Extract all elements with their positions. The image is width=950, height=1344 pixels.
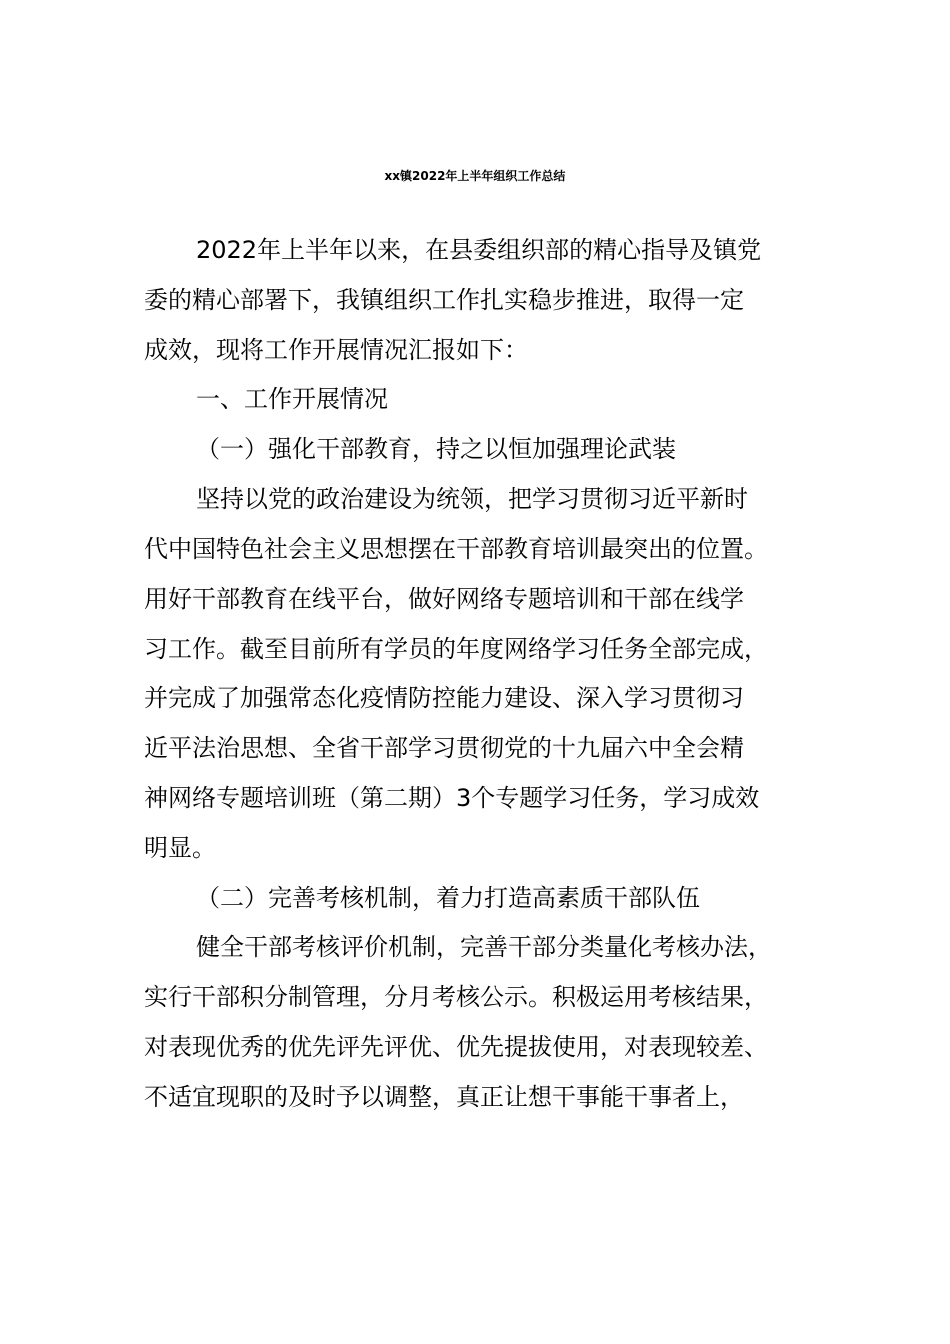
paragraph-line: 代中国特色社会主义思想摆在干部教育培训最突出的位置。	[144, 535, 768, 563]
paragraph-line: 委的精心部署下，我镇组织工作扎实稳步推进，取得一定	[144, 286, 744, 314]
paragraph-line: 不适宜现职的及时予以调整，真正让想干事能干事者上，	[144, 1083, 744, 1111]
paragraph-line: 实行干部积分制管理，分月考核公示。积极运用考核结果，	[144, 983, 768, 1011]
paragraph-line: 并完成了加强常态化疫情防控能力建设、深入学习贯彻习	[144, 684, 744, 712]
paragraph-line: 神网络专题培训班（第二期）3个专题学习任务，学习成效	[144, 784, 760, 812]
section-heading: 一、工作开展情况	[196, 385, 388, 413]
paragraph-line: 成效，现将工作开展情况汇报如下：	[144, 336, 528, 364]
subsection-heading: （一）强化干部教育，持之以恒加强理论武装	[196, 435, 676, 463]
paragraph-line: 明显。	[144, 834, 216, 862]
paragraph-line: 用好干部教育在线平台，做好网络专题培训和干部在线学	[144, 585, 744, 613]
paragraph-line: 习工作。截至目前所有学员的年度网络学习任务全部完成，	[144, 635, 768, 663]
paragraph-line: 对表现优秀的优先评先评优、优先提拔使用，对表现较差、	[144, 1033, 768, 1061]
document-title: xx镇2022年上半年组织工作总结	[384, 169, 566, 183]
paragraph-line: 2022年上半年以来，在县委组织部的精心指导及镇党	[196, 236, 762, 264]
subsection-heading: （二）完善考核机制，着力打造高素质干部队伍	[196, 884, 700, 912]
paragraph-line: 健全干部考核评价机制，完善干部分类量化考核办法，	[196, 933, 772, 961]
paragraph-line: 近平法治思想、全省干部学习贯彻党的十九届六中全会精	[144, 734, 744, 762]
paragraph-line: 坚持以党的政治建设为统领，把学习贯彻习近平新时	[196, 485, 748, 513]
